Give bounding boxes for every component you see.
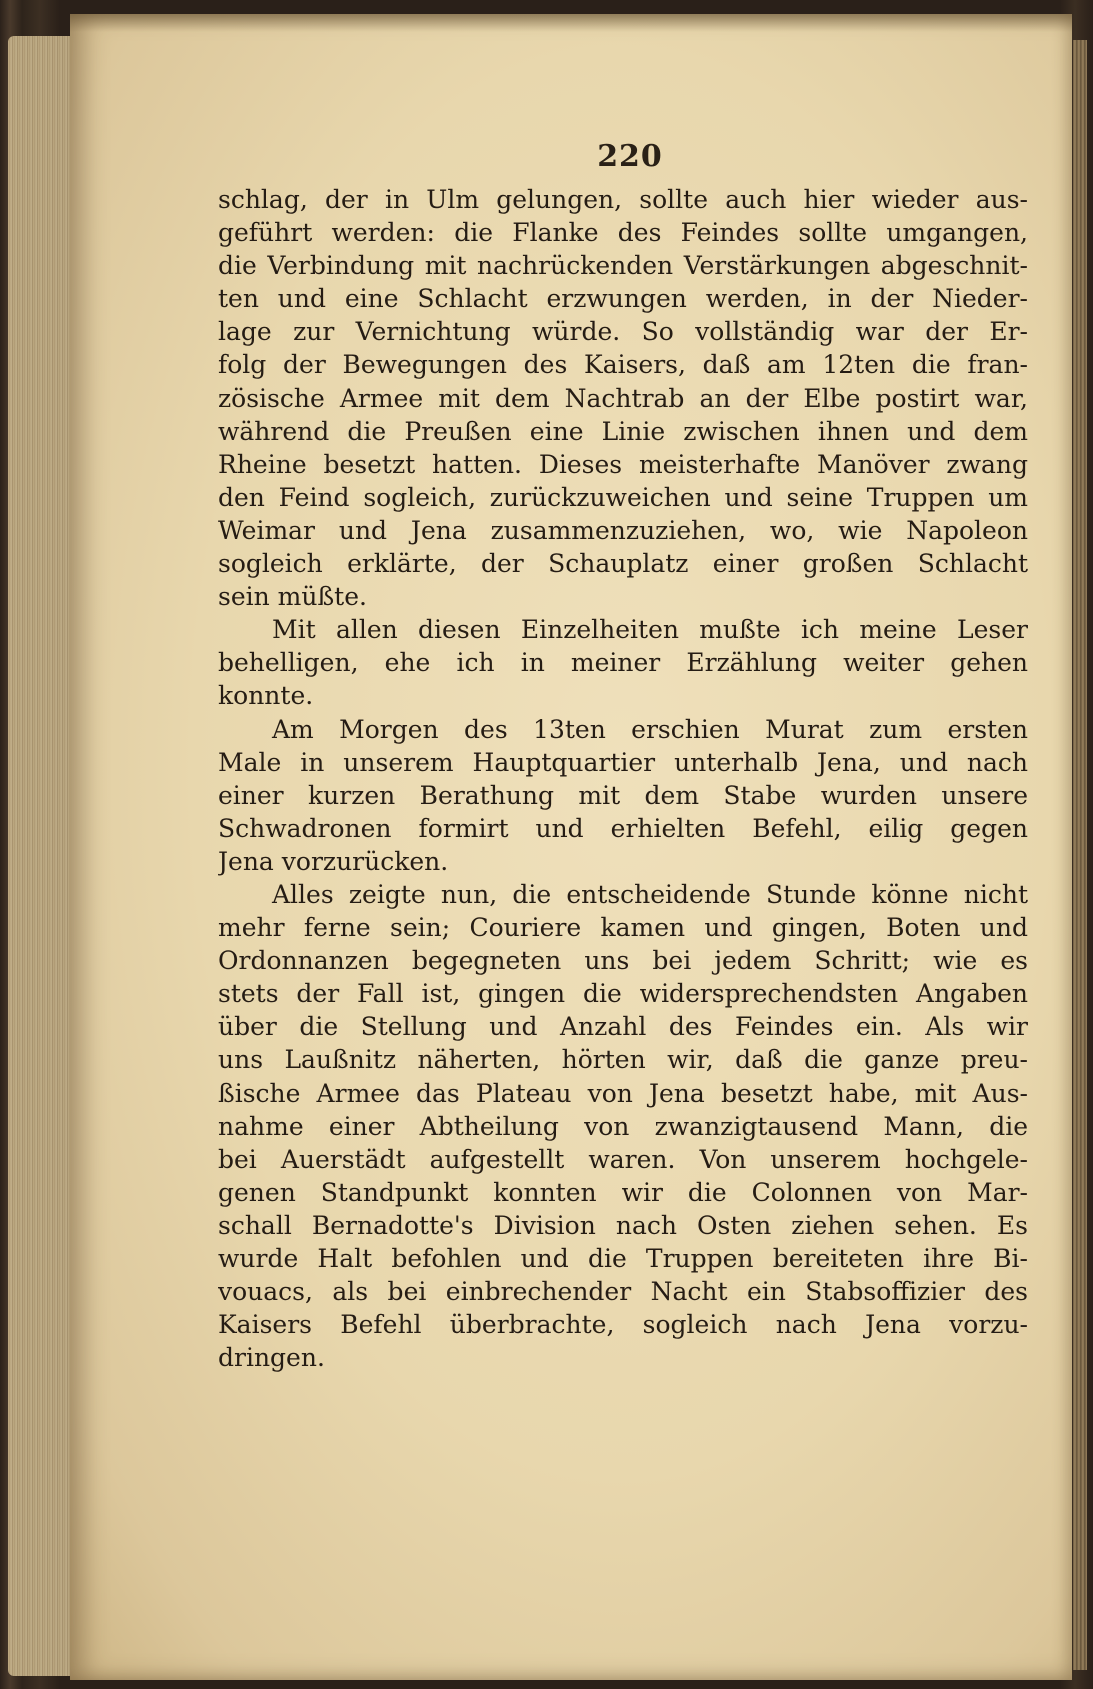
text-line: über die Stellung und Anzahl des Feindes ein. Als wir — [218, 1012, 1028, 1042]
text-line: sein müßte. — [218, 582, 367, 612]
text-line: mehr ferne sein; Couriere kamen und gingen, Boten und — [218, 913, 1028, 943]
text-line: stets der Fall ist, gingen die widersprechendsten Angaben — [218, 979, 1028, 1009]
text-line: Am Morgen des 13ten erschien Murat zum ersten — [272, 714, 1028, 744]
text-line: sogleich erklärte, der Schauplatz einer großen Schlacht — [218, 549, 1028, 579]
text-line: Mit allen diesen Einzelheiten mußte ich meine Leser — [272, 615, 1028, 645]
paragraph — [218, 713, 1028, 878]
text-line: dringen. — [218, 1343, 325, 1373]
text-line: vouacs, als bei einbrechender Nacht ein Stabsoffizier des — [218, 1277, 1028, 1307]
text-line: die Verbindung mit nachrückenden Verstärkungen abgeschnit- — [218, 251, 1028, 281]
text-line: schall Bernadotte's Division nach Osten ziehen sehen. Es — [218, 1210, 1028, 1240]
text-line: behelligen, ehe ich in meiner Erzählung weiter gehen — [218, 648, 1028, 678]
text-line: wurde Halt befohlen und die Truppen bereiteten ihre Bi- — [218, 1244, 1028, 1273]
text-line: Ordonnanzen begegneten uns bei jedem Schritt; wie es — [218, 946, 1028, 976]
text-line: Kaisers Befehl überbrachte, sogleich nach Jena vorzu- — [218, 1310, 1028, 1340]
text-line: zösische Armee mit dem Nachtrab an der Elbe postirt war, — [218, 383, 1028, 413]
text-line: geführt werden: die Flanke des Feindes sollte umgangen, — [218, 218, 1028, 248]
text-line: Jena vorzurücken. — [218, 846, 449, 876]
text-line: Schwadronen formirt und erhielten Befehl, eilig gegen — [218, 813, 1028, 843]
text-line: Rheine besetzt hatten. Dieses meisterhafte Manöver zwang — [218, 449, 1028, 479]
text-line: ten und eine Schlacht erzwungen werden, in der Nieder- — [218, 284, 1028, 314]
paragraph — [218, 613, 1028, 712]
text-line: den Feind sogleich, zurückzuweichen und seine Truppen um — [218, 482, 1028, 512]
page-text — [218, 183, 1028, 1374]
text-line: ßische Armee das Plateau von Jena besetzt habe, mit Aus- — [218, 1078, 1028, 1108]
paragraph — [218, 878, 1028, 1374]
text-line: bei Auerstädt aufgestellt waren. Von unserem hochgele- — [218, 1144, 1028, 1174]
text-line: genen Standpunkt konnten wir die Colonnen von Mar- — [218, 1177, 1028, 1207]
page-edges — [8, 36, 78, 1676]
text-line: einer kurzen Berathung mit dem Stabe wurden unsere — [218, 780, 1028, 810]
paragraph — [218, 183, 1028, 613]
text-line: während die Preußen eine Linie zwischen ihnen und dem — [218, 416, 1028, 446]
text-line: Alles zeigte nun, die entscheidende Stunde könne nicht — [272, 879, 1028, 909]
text-line: konnte. — [218, 681, 314, 711]
text-line: Male in unserem Hauptquartier unterhalb Jena, und nach — [218, 747, 1028, 777]
text-line: uns Laußnitz näherten, hörten wir, daß die ganze preu- — [218, 1045, 1028, 1075]
text-line: nahme einer Abtheilung von zwanzigtausend Mann, die — [218, 1111, 1028, 1141]
right-page-edge — [1073, 40, 1087, 1670]
text-line: lage zur Vernichtung würde. So vollständig war der Er- — [218, 317, 1028, 347]
text-line: folg der Bewegungen des Kaisers, daß am 12ten die fran- — [218, 350, 1028, 380]
text-line: Weimar und Jena zusammenzuziehen, wo, wie Napoleon — [218, 515, 1028, 545]
page-number: 220 — [597, 139, 663, 174]
text-line: schlag, der in Ulm gelungen, sollte auch hier wieder aus- — [218, 185, 1028, 214]
